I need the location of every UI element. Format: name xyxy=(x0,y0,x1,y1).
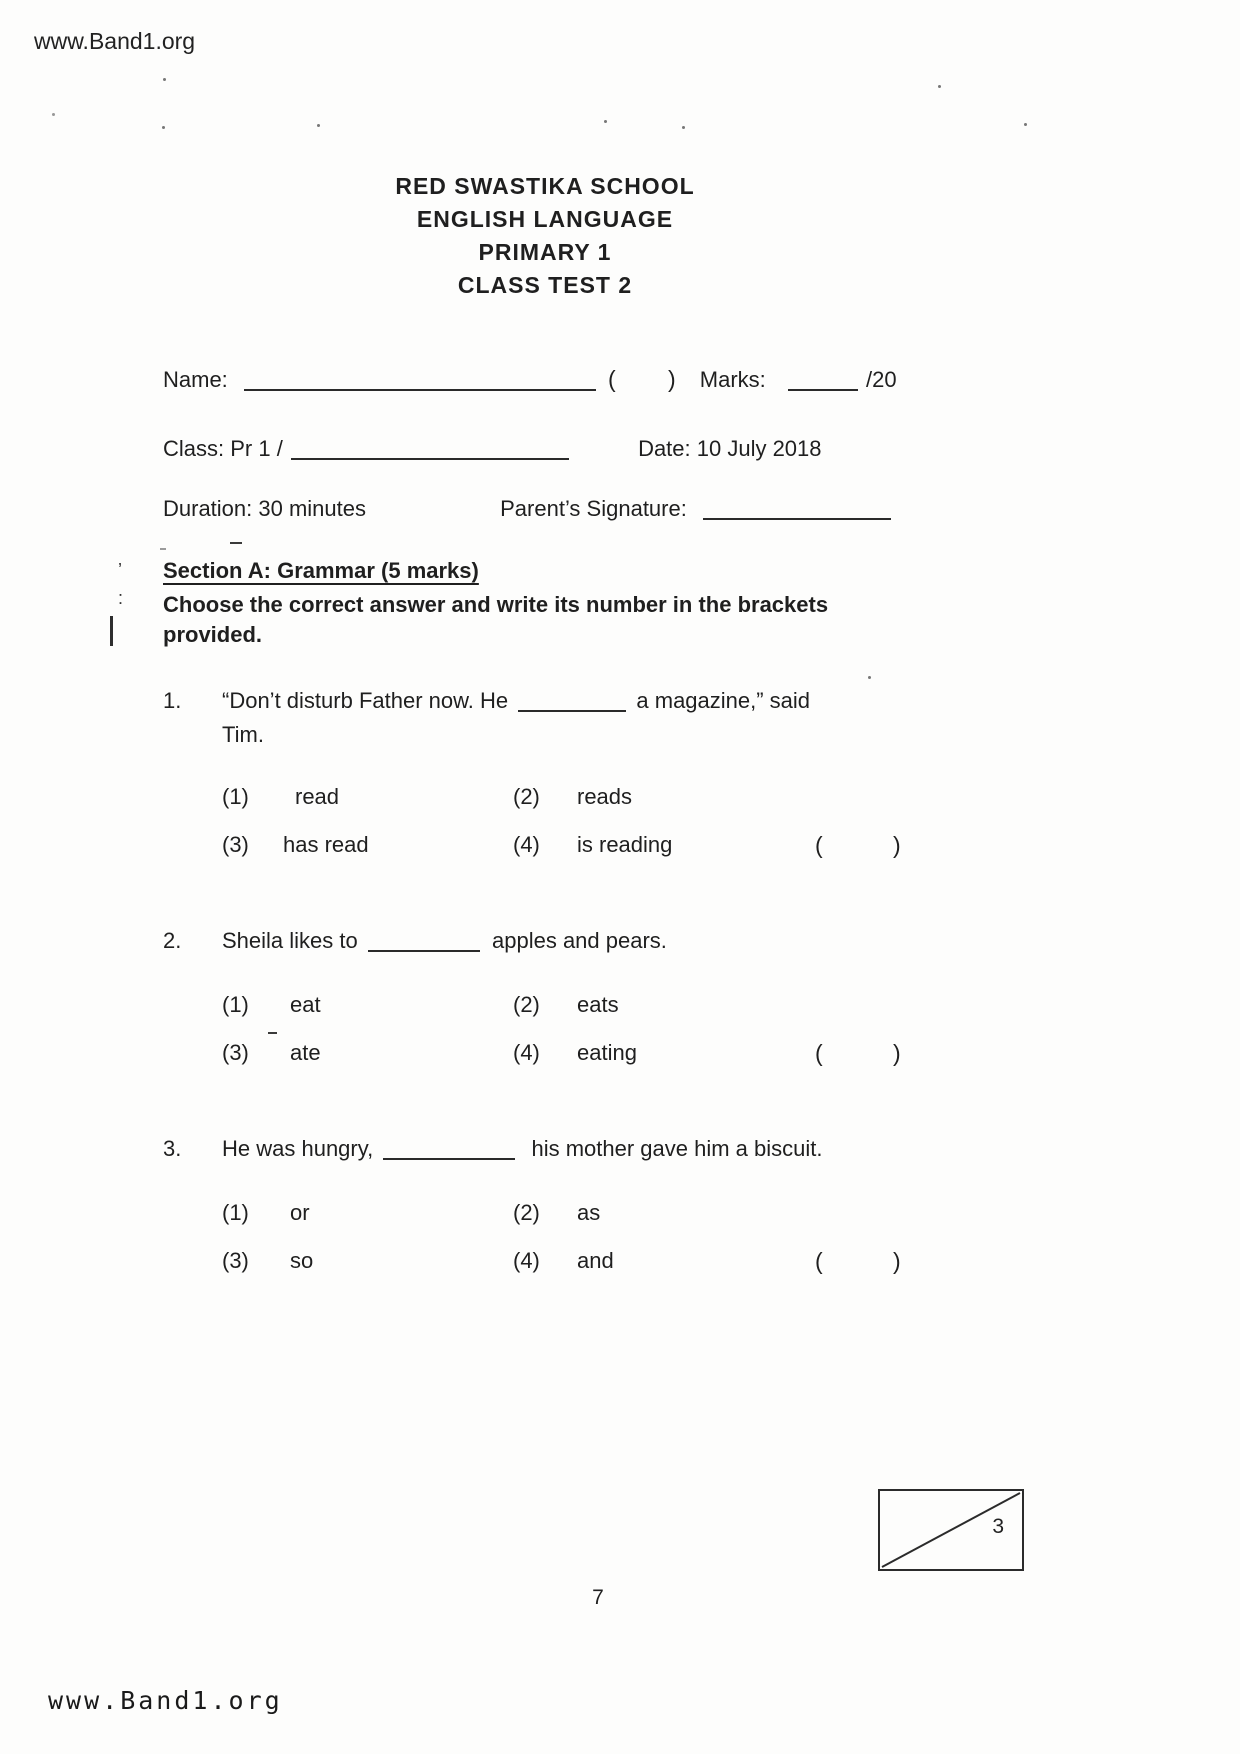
instructions-line1: Choose the correct answer and write its number in the brackets xyxy=(163,592,829,617)
signature-label: Parent’s Signature: xyxy=(500,496,687,521)
marks-label: Marks: xyxy=(699,367,766,392)
section-a-title: Section A: Grammar (5 marks) xyxy=(163,558,479,583)
q3-opt3-label: so xyxy=(290,1248,314,1273)
q2-opt4-num: (4) xyxy=(513,1040,540,1065)
q1-opt4-label: is reading xyxy=(577,832,673,857)
q1-opt3-label: has read xyxy=(283,832,369,857)
q2-answer-bracket-close: ) xyxy=(893,1040,901,1066)
q1-opt2-num: (2) xyxy=(513,784,540,809)
scan-artifact xyxy=(110,616,113,646)
q3-answer-blank xyxy=(383,1136,515,1160)
q2-opt1-label: eat xyxy=(290,992,321,1017)
scan-artifact xyxy=(868,676,871,679)
q3-opt2-label: as xyxy=(577,1200,601,1225)
marker-score-value: 3 xyxy=(992,1515,1004,1538)
scan-artifact xyxy=(268,1032,277,1034)
school-name: RED SWASTIKA SCHOOL xyxy=(395,173,695,199)
q2-stem-after: apples and pears. xyxy=(492,928,667,953)
name-label: Name: xyxy=(163,367,228,392)
q3-answer-bracket-open: ( xyxy=(815,1248,823,1274)
watermark-top: www.Band1.org xyxy=(34,28,196,54)
q3-opt2-num: (2) xyxy=(513,1200,540,1225)
scan-artifact: ’ xyxy=(118,560,122,580)
q2-answer-bracket-open: ( xyxy=(815,1040,823,1066)
name-marks-row xyxy=(163,366,897,393)
q3-opt1-num: (1) xyxy=(222,1200,249,1225)
q1-stem-before: “Don’t disturb Father now. He xyxy=(222,688,509,713)
q1-stem-line2: Tim. xyxy=(222,722,264,747)
scan-artifact xyxy=(160,548,166,550)
q3-stem-before: He was hungry, xyxy=(222,1136,374,1161)
duration-signature-row xyxy=(163,496,891,522)
q3-opt4-label: and xyxy=(577,1248,614,1273)
q2-opt2-label: eats xyxy=(577,992,619,1017)
subject-name: ENGLISH LANGUAGE xyxy=(416,206,674,232)
q2-opt3-label: ate xyxy=(290,1040,321,1065)
level-name: PRIMARY 1 xyxy=(478,239,612,265)
scan-artifact xyxy=(230,542,242,544)
scan-artifact: : xyxy=(118,588,124,608)
class-label: Class: Pr 1 / xyxy=(163,436,283,461)
index-bracket-open: ( xyxy=(608,366,616,392)
marker-score-box xyxy=(878,1489,1024,1571)
q1-opt2-label: reads xyxy=(577,784,633,809)
marks-blank xyxy=(788,367,858,391)
q1-opt1-label: read xyxy=(295,784,340,809)
q3-answer-bracket-close: ) xyxy=(893,1248,901,1274)
q1-answer-blank xyxy=(518,688,626,712)
q1-opt3-num: (3) xyxy=(222,832,249,857)
scan-artifact xyxy=(682,126,685,129)
q1-opt1-num: (1) xyxy=(222,784,249,809)
q3-opt4-num: (4) xyxy=(513,1248,540,1273)
scan-artifact xyxy=(1024,123,1027,126)
test-header xyxy=(0,170,1090,302)
duration-label: Duration: 30 minutes xyxy=(163,496,366,521)
q1-stem-after: a magazine,” said xyxy=(636,688,811,713)
scan-artifact xyxy=(162,126,165,129)
scan-artifact xyxy=(52,113,55,116)
test-name: CLASS TEST 2 xyxy=(457,272,633,298)
scan-artifact xyxy=(317,124,320,127)
marks-total: /20 xyxy=(866,367,897,392)
watermark-bottom: www.Band1.org xyxy=(48,1686,283,1715)
q2-opt3-num: (3) xyxy=(222,1040,249,1065)
q3-stem-after: his mother gave him a biscuit. xyxy=(531,1136,823,1161)
instructions-line2: provided. xyxy=(163,622,263,647)
scan-artifact xyxy=(938,85,941,88)
q3-opt1-label: or xyxy=(290,1200,310,1225)
q2-stem-before: Sheila likes to xyxy=(222,928,358,953)
q3-number: 3. xyxy=(163,1136,182,1161)
q1-opt4-num: (4) xyxy=(513,832,540,857)
q3-opt3-num: (3) xyxy=(222,1248,249,1273)
q3-stem xyxy=(222,1136,982,1162)
q1-answer-bracket-open: ( xyxy=(815,832,823,858)
class-blank xyxy=(291,436,569,460)
q2-answer-blank xyxy=(368,928,480,952)
page-number: 7 xyxy=(592,1586,604,1609)
date-label: Date: 10 July 2018 xyxy=(638,436,822,461)
q2-opt1-num: (1) xyxy=(222,992,249,1017)
q1-answer-bracket-close: ) xyxy=(893,832,901,858)
q1-number: 1. xyxy=(163,688,182,713)
q2-opt4-label: eating xyxy=(577,1040,637,1065)
q2-opt2-num: (2) xyxy=(513,992,540,1017)
scan-artifact xyxy=(163,78,166,81)
q1-stem xyxy=(222,688,942,714)
q2-stem xyxy=(222,928,942,954)
signature-blank xyxy=(703,496,891,520)
q2-number: 2. xyxy=(163,928,182,953)
class-date-row xyxy=(163,436,822,462)
index-bracket-close: ) xyxy=(667,366,676,392)
name-blank xyxy=(244,367,596,391)
scan-artifact xyxy=(604,120,607,123)
